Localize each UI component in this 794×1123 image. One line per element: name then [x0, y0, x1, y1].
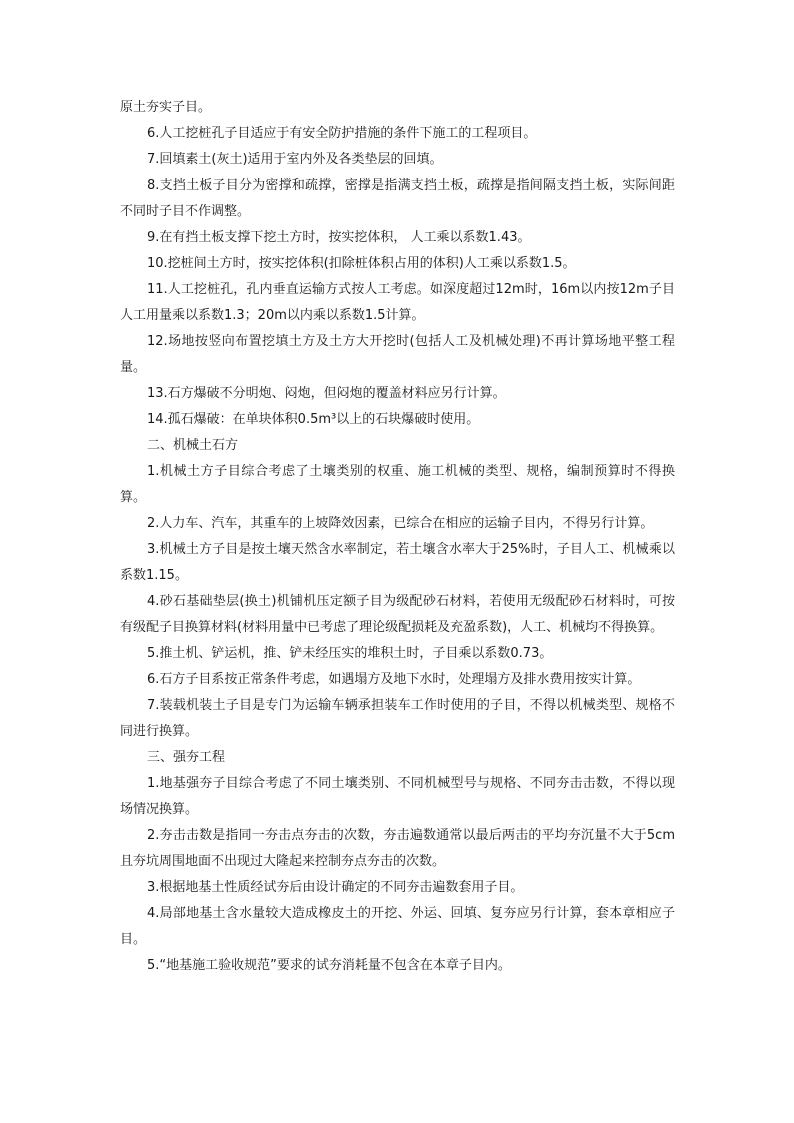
paragraph: 8.支挡土板子目分为密撑和疏撑，密撑是指满支挡土板，疏撑是指间隔支挡土板，实际间距不同时子目不作调整。 [120, 178, 675, 219]
paragraph: 5.“地基施工验收规范”要求的试夯消耗量不包含在本章子目内。 [147, 958, 511, 973]
paragraph: 原土夯实子目。 [120, 100, 212, 115]
paragraph: 2.夯击击数是指同一夯击点夯击的次数，夯击遍数通常以最后两击的平均夯沉量不大于5cm且夯坑周围地面不出现过大隆起来控制夯点夯击的次数。 [120, 828, 675, 869]
paragraph: 2.人力车、汽车，其重车的上坡降效因素，已综合在相应的运输子目内，不得另行计算。 [147, 516, 654, 531]
paragraph: 13.石方爆破不分明炮、闷炮，但闷炮的覆盖材料应另行计算。 [147, 386, 506, 401]
paragraph: 11.人工挖桩孔，孔内垂直运输方式按人工考虑。如深度超过12m时，16m以内按12m子目人工用量乘以系数1.3；20m以内乘以系数1.5计算。 [120, 282, 675, 323]
paragraph: 6.人工挖桩孔子目适应于有安全防护措施的条件下施工的工程项目。 [147, 126, 537, 141]
paragraph: 4.局部地基土含水量较大造成橡皮土的开挖、外运、回填、复夯应另行计算，套本章相应子目。 [120, 906, 675, 947]
paragraph: 7.装载机装土子目是专门为运输车辆承担装车工作时使用的子目，不得以机械类型、规格不同进行换算。 [120, 698, 675, 739]
paragraph: 3.机械土方子目是按土壤天然含水率制定，若土壤含水率大于25%时，子目人工、机械乘以系数1.15。 [120, 542, 675, 583]
paragraph: 1.机械土方子目综合考虑了土壤类别的权重、施工机械的类型、规格，编制预算时不得换算。 [120, 464, 675, 505]
paragraph: 12.场地按竖向布置挖填土方及土方大开挖时(包括人工及机械处理)不再计算场地平整工程量。 [120, 334, 675, 375]
paragraph: 10.挖桩间土方时，按实挖体积(扣除桩体积占用的体积)人工乘以系数1.5。 [147, 256, 576, 271]
document-body [120, 95, 675, 979]
paragraph: 5.推土机、铲运机，推、铲未经压实的堆积土时，子目乘以系数0.73。 [147, 646, 553, 661]
section-heading: 二、机械土石方 [147, 438, 239, 453]
paragraph: 7.回填素土(灰土)适用于室内外及各类垫层的回填。 [147, 152, 443, 167]
paragraph: 14.孤石爆破：在单块体积0.5m³以上的石块爆破时使用。 [147, 412, 480, 427]
paragraph: 3.根据地基土性质经试夯后由设计确定的不同夯击遍数套用子目。 [147, 880, 524, 895]
paragraph: 1.地基强夯子目综合考虑了不同土壤类别、不同机械型号与规格、不同夯击击数，不得以现场情况换算。 [120, 776, 675, 817]
paragraph: 9.在有挡土板支撑下挖土方时，按实挖体积， 人工乘以系数1.43。 [147, 230, 531, 245]
section-heading: 三、强夯工程 [147, 750, 226, 765]
paragraph: 4.砂石基础垫层(换土)机铺机压定额子目为级配砂石材料，若使用无级配砂石材料时，可按有级配子目换算材料(材料用量中已考虑了理论级配损耗及充盈系数)，人工、机械均不得换算。 [120, 594, 675, 635]
paragraph: 6.石方子目系按正常条件考虑，如遇塌方及地下水时，处理塌方及排水费用按实计算。 [147, 672, 641, 687]
